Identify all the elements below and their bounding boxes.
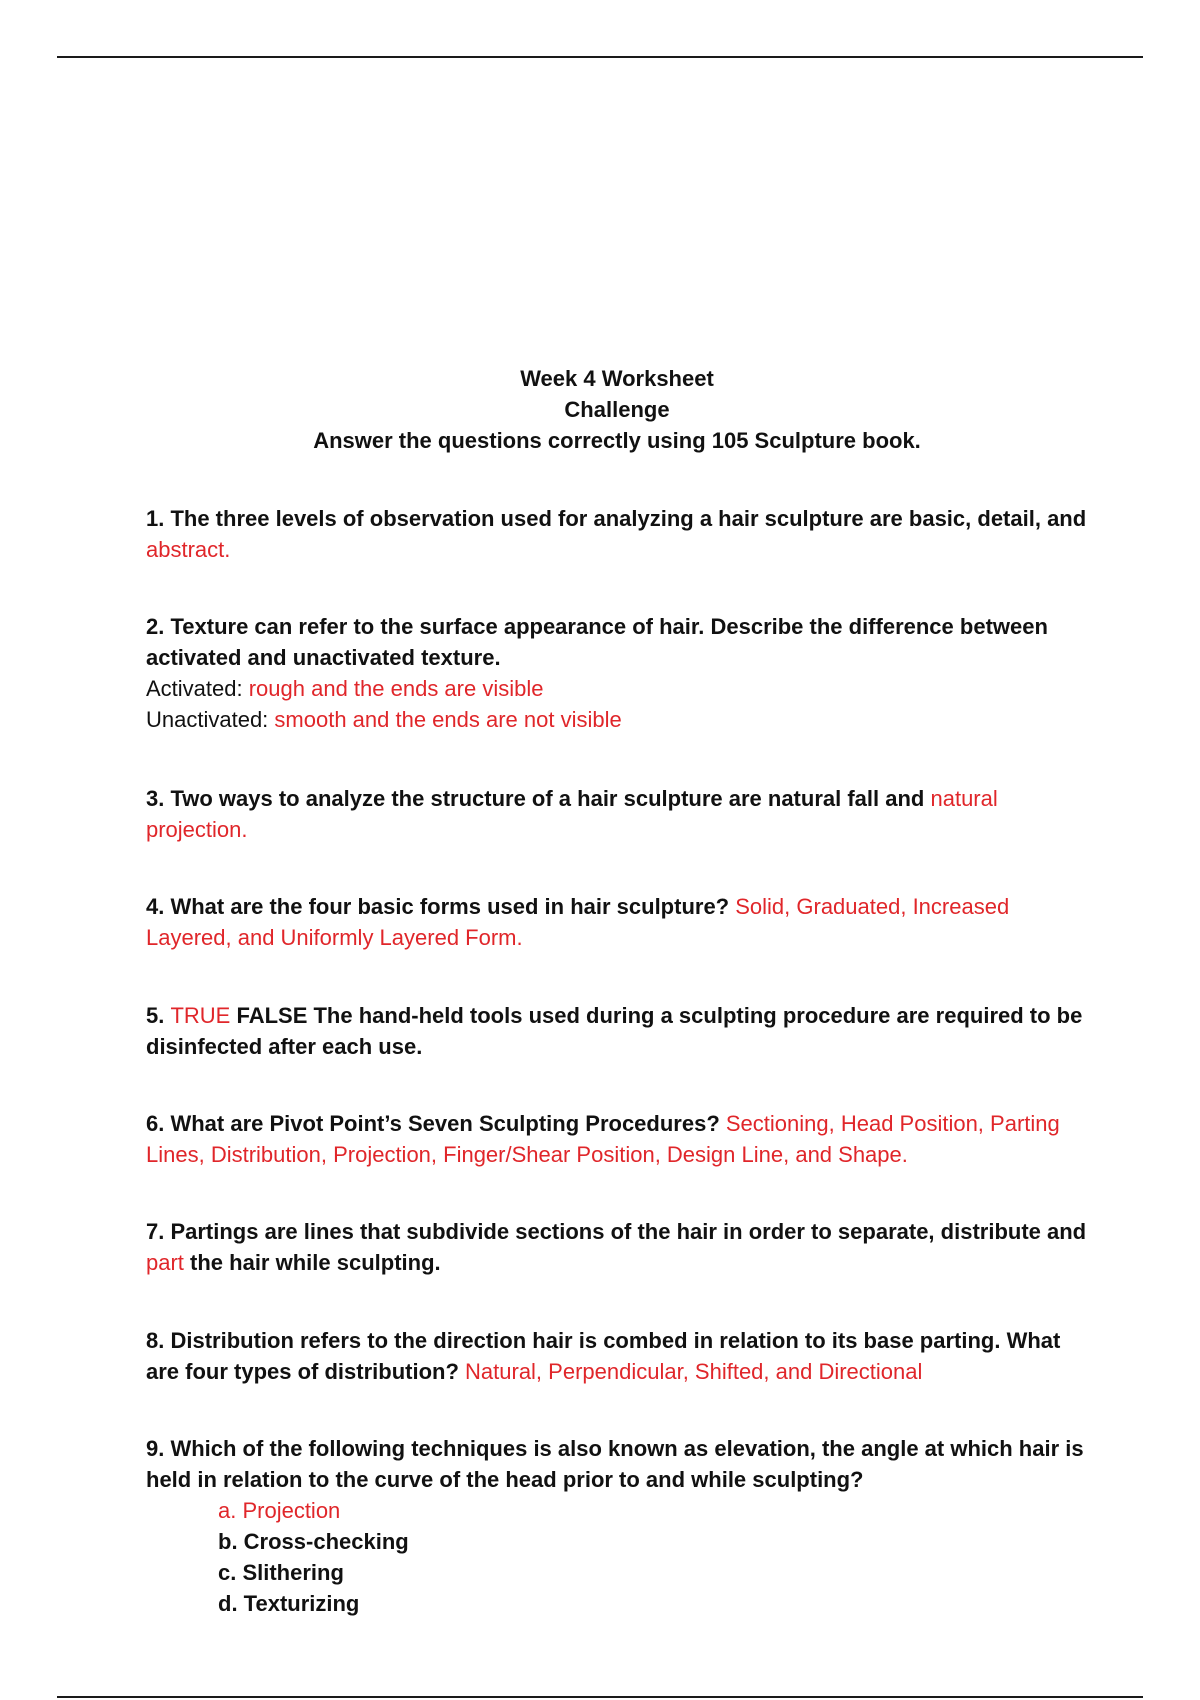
question-8 [146,1325,1096,1387]
activated-label: Activated: [146,676,249,701]
option-a-answer: a. Projection [218,1498,341,1523]
question-5-answer: TRUE [170,1003,231,1028]
question-1 [146,503,1096,565]
question-1-prompt: 1. The three levels of observation used for analyzing a hair sculpture are basic, detail, and [146,506,1087,531]
question-9-prompt: 9. Which of the following techniques is also known as elevation, the angle at which hair is held in relation to the curve of the head prior to and while sculpting? [146,1436,1084,1492]
question-8-answer: Natural, Perpendicular, Shifted, and Directional [465,1359,923,1384]
option-b: b. Cross-checking [218,1529,409,1554]
question-2-unactivated-line [146,704,1096,735]
question-6 [146,1108,1096,1170]
question-4 [146,891,1096,953]
top-rule [57,56,1143,58]
question-6-prompt: 6. What are Pivot Point’s Seven Sculpting Procedures? [146,1111,726,1136]
question-3-prompt: 3. Two ways to analyze the structure of a hair sculpture are natural fall and [146,786,931,811]
question-9-options [218,1495,1096,1619]
question-9 [146,1433,1096,1619]
question-3 [146,783,1096,845]
question-2 [146,611,1096,735]
unactivated-label: Unactivated: [146,707,275,732]
question-5-number: 5. [146,1003,171,1028]
question-3-answer: natural projection. [146,786,998,842]
question-8-prompt: 8. Distribution refers to the direction hair is combed in relation to its base parting. What are four types of distribution? [146,1328,1061,1384]
question-7-prompt-after: the hair while sculpting. [183,1250,441,1275]
option-d: d. Texturizing [218,1591,360,1616]
option-c: c. Slithering [218,1560,344,1585]
question-7-prompt-before: 7. Partings are lines that subdivide sections of the hair in order to separate, distribute and [146,1219,1087,1244]
worksheet-header [0,363,1200,456]
question-7-answer: part [146,1250,184,1275]
question-5-prompt: FALSE The hand-held tools used during a sculpting procedure are required to be disinfected after each use. [146,1003,1083,1059]
bottom-rule [57,1696,1143,1698]
question-2-prompt: 2. Texture can refer to the surface appearance of hair. Describe the difference between activated and unactivated texture. [146,614,1048,670]
worksheet-subtitle: Challenge [564,397,670,422]
question-7 [146,1216,1096,1278]
unactivated-answer: smooth and the ends are not visible [274,707,622,732]
question-2-activated-line [146,673,1096,704]
worksheet-instruction: Answer the questions correctly using 105 Sculpture book. [313,428,921,453]
question-6-answer: Sectioning, Head Position, Parting Lines, Distribution, Projection, Finger/Shear Position, Design Line, and Shape. [146,1111,1060,1167]
activated-answer: rough and the ends are visible [248,676,544,701]
question-4-prompt: 4. What are the four basic forms used in hair sculpture? [146,894,736,919]
question-5 [146,1000,1096,1062]
question-4-answer: Solid, Graduated, Increased Layered, and Uniformly Layered Form. [146,894,1010,950]
worksheet-title: Week 4 Worksheet [520,366,714,391]
question-1-answer: abstract. [146,537,231,562]
